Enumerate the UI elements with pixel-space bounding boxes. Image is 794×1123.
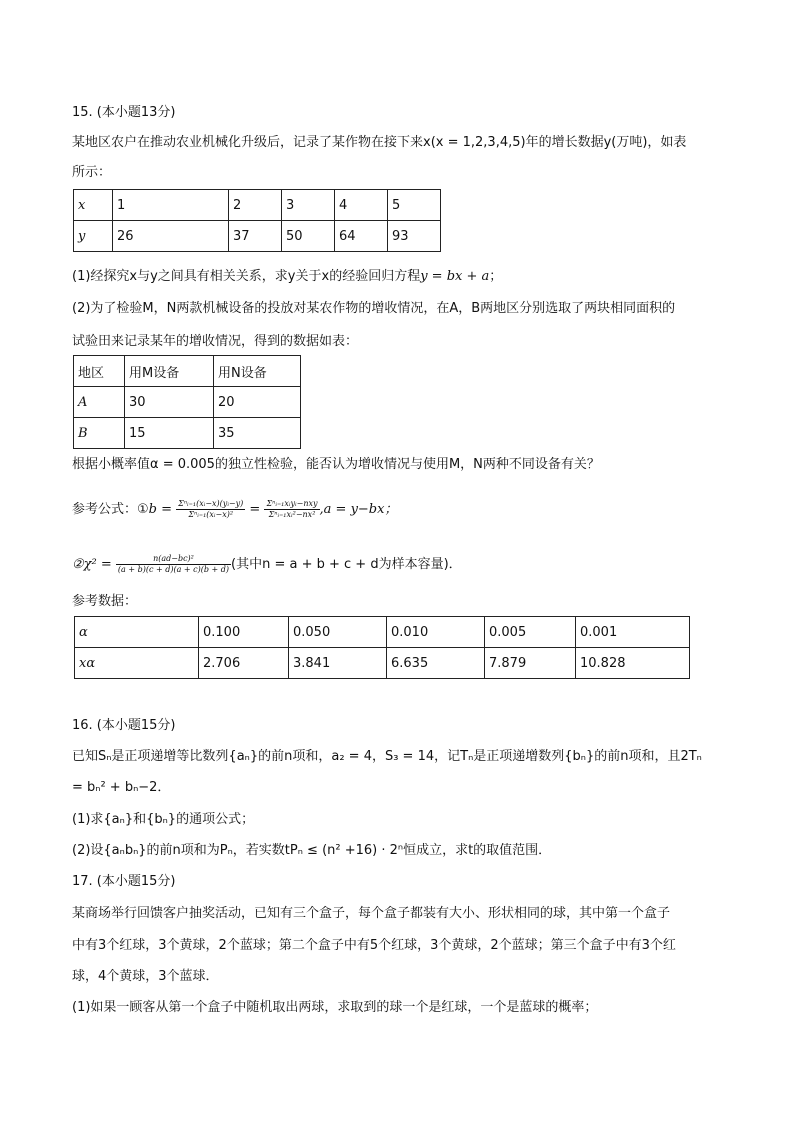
q17-header: 17. (本小题15分) [72, 874, 176, 889]
q15-table-xy [73, 189, 441, 252]
q15-table-critical-values [74, 616, 690, 679]
table-cell: 1 [113, 190, 229, 221]
q15-intro-line-1: 某地区农户在推动农业机械化升级后，记录了某作物在接下来x(x = 1,2,3,4,5)年的增长数据y(万吨)，如表 [72, 135, 687, 150]
table-cell: 15 [125, 418, 214, 449]
q16-line-2: = bₙ² + bₙ−2． [72, 780, 171, 795]
formula-2-numerator: n(ad−bc)² [116, 554, 231, 565]
q15-intro-line-2: 所示： [72, 165, 112, 180]
formula-2 [72, 551, 462, 579]
formula-1-lhs: b = [148, 502, 173, 517]
q16-line-1: 已知Sₙ是正项递增等比数列{aₙ}的前n项和，a₂ = 4，S₃ = 14，记Tₙ是正项递增数列{bₙ}的前n项和，且2Tₙ [72, 749, 702, 764]
q15-part2-line-1: (2)为了检验M，N两款机械设备的投放对某农作物的增收情况，在A，B两地区分别选取了两块相同面积的 [72, 301, 676, 316]
table-cell: 0.010 [387, 617, 485, 648]
table-cell: 0.100 [199, 617, 289, 648]
q16-part2: (2)设{aₙbₙ}的前n项和为Pₙ，若实数tPₙ ≤ (n² +16) · 2ⁿ恒成立，求t的取值范围． [72, 843, 552, 858]
formula-1-tail: ,a = y−bx； [319, 502, 398, 517]
table-row [74, 387, 301, 418]
table-cell: 7.879 [485, 648, 576, 679]
q15-part1-text: (1)经探究x与y之间具有相关关系，求y关于x的经验回归方程 [72, 269, 421, 284]
table-cell: 用M设备 [125, 356, 214, 387]
table-cell: 6.635 [387, 648, 485, 679]
table-cell: α [75, 617, 199, 648]
q17-line-2: 中有3个红球，3个黄球，2个蓝球；第二个盒子中有5个红球，3个黄球，2个蓝球；第三个盒子中有3个红 [72, 938, 676, 953]
table-cell: x [74, 190, 113, 221]
table-cell: 4 [335, 190, 388, 221]
regression-equation: y = bx + a [420, 269, 490, 284]
table-row [74, 190, 441, 221]
q17-line-1: 某商场举行回馈客户抽奖活动，已知有三个盒子，每个盒子都装有大小、形状相同的球，其中第一个盒子 [72, 906, 671, 921]
table-cell: 0.001 [576, 617, 690, 648]
formula-1-fraction-2 [264, 499, 319, 520]
table-cell: 2.706 [199, 648, 289, 679]
formula-1-numerator-2: Σⁿᵢ₌₁xᵢyᵢ−nxy [266, 499, 318, 508]
table-cell: 50 [282, 221, 335, 252]
table-row [75, 648, 690, 679]
table-cell: y [74, 221, 113, 252]
table-cell: 37 [229, 221, 282, 252]
formula-2-tail: (其中n = a + b + c + d为样本容量)． [231, 557, 462, 572]
formula-label: 参考公式：① [72, 502, 149, 517]
table-row [74, 221, 441, 252]
table-cell: A [74, 387, 125, 418]
formula-1-equals: = [249, 502, 261, 517]
table-cell: 5 [388, 190, 441, 221]
table-cell: 0.005 [485, 617, 576, 648]
table-cell: 0.050 [289, 617, 387, 648]
q15-part1 [72, 268, 502, 286]
q16-part1: (1)求{aₙ}和{bₙ}的通项公式； [72, 812, 255, 827]
table-cell: 26 [113, 221, 229, 252]
table-cell: 35 [214, 418, 301, 449]
formula-1-denominator-1: Σⁿᵢ₌₁(xᵢ−x)² [188, 510, 234, 519]
table-row [74, 356, 301, 387]
q15-table-devices [73, 355, 301, 449]
q15-header: 15. (本小题13分) [72, 105, 176, 120]
formula-1 [72, 496, 397, 524]
formula-1-numerator-1: Σⁿᵢ₌₁(xᵢ−x)(yᵢ−y) [178, 499, 244, 508]
table-cell: 10.828 [576, 648, 690, 679]
table-cell: 64 [335, 221, 388, 252]
formula-1-fraction-1 [176, 499, 245, 520]
table-cell: B [74, 418, 125, 449]
table-cell: 30 [125, 387, 214, 418]
q15-question: 根据小概率值α = 0.005的独立性检验，能否认为增收情况与使用M，N两种不同设备有关？ [72, 457, 600, 472]
q15-part1-end: ； [489, 269, 503, 284]
table-cell: 93 [388, 221, 441, 252]
q17-part1: (1)如果一顾客从第一个盒子中随机取出两球，求取到的球一个是红球，一个是蓝球的概率； [72, 1000, 598, 1015]
table-cell: 地区 [74, 356, 125, 387]
q16-header: 16. (本小题15分) [72, 718, 176, 733]
formula-2-lhs: ②χ² = [72, 557, 112, 572]
formula-2-fraction [116, 554, 231, 575]
table-cell: 3 [282, 190, 335, 221]
table-cell: 用N设备 [214, 356, 301, 387]
table-row [75, 617, 690, 648]
q17-line-3: 球，4个黄球，3个蓝球． [72, 969, 219, 984]
formula-1-denominator-2: Σⁿᵢ₌₁xᵢ²−nx² [268, 510, 316, 519]
table-cell: 2 [229, 190, 282, 221]
table-cell: xα [75, 648, 199, 679]
ref-data-label: 参考数据： [72, 594, 138, 609]
formula-2-denominator: (a + b)(c + d)(a + c)(b + d) [117, 565, 230, 574]
q15-part2-line-2: 试验田来记录某年的增收情况，得到的数据如表： [72, 334, 359, 349]
table-cell: 3.841 [289, 648, 387, 679]
table-row [74, 418, 301, 449]
table-cell: 20 [214, 387, 301, 418]
